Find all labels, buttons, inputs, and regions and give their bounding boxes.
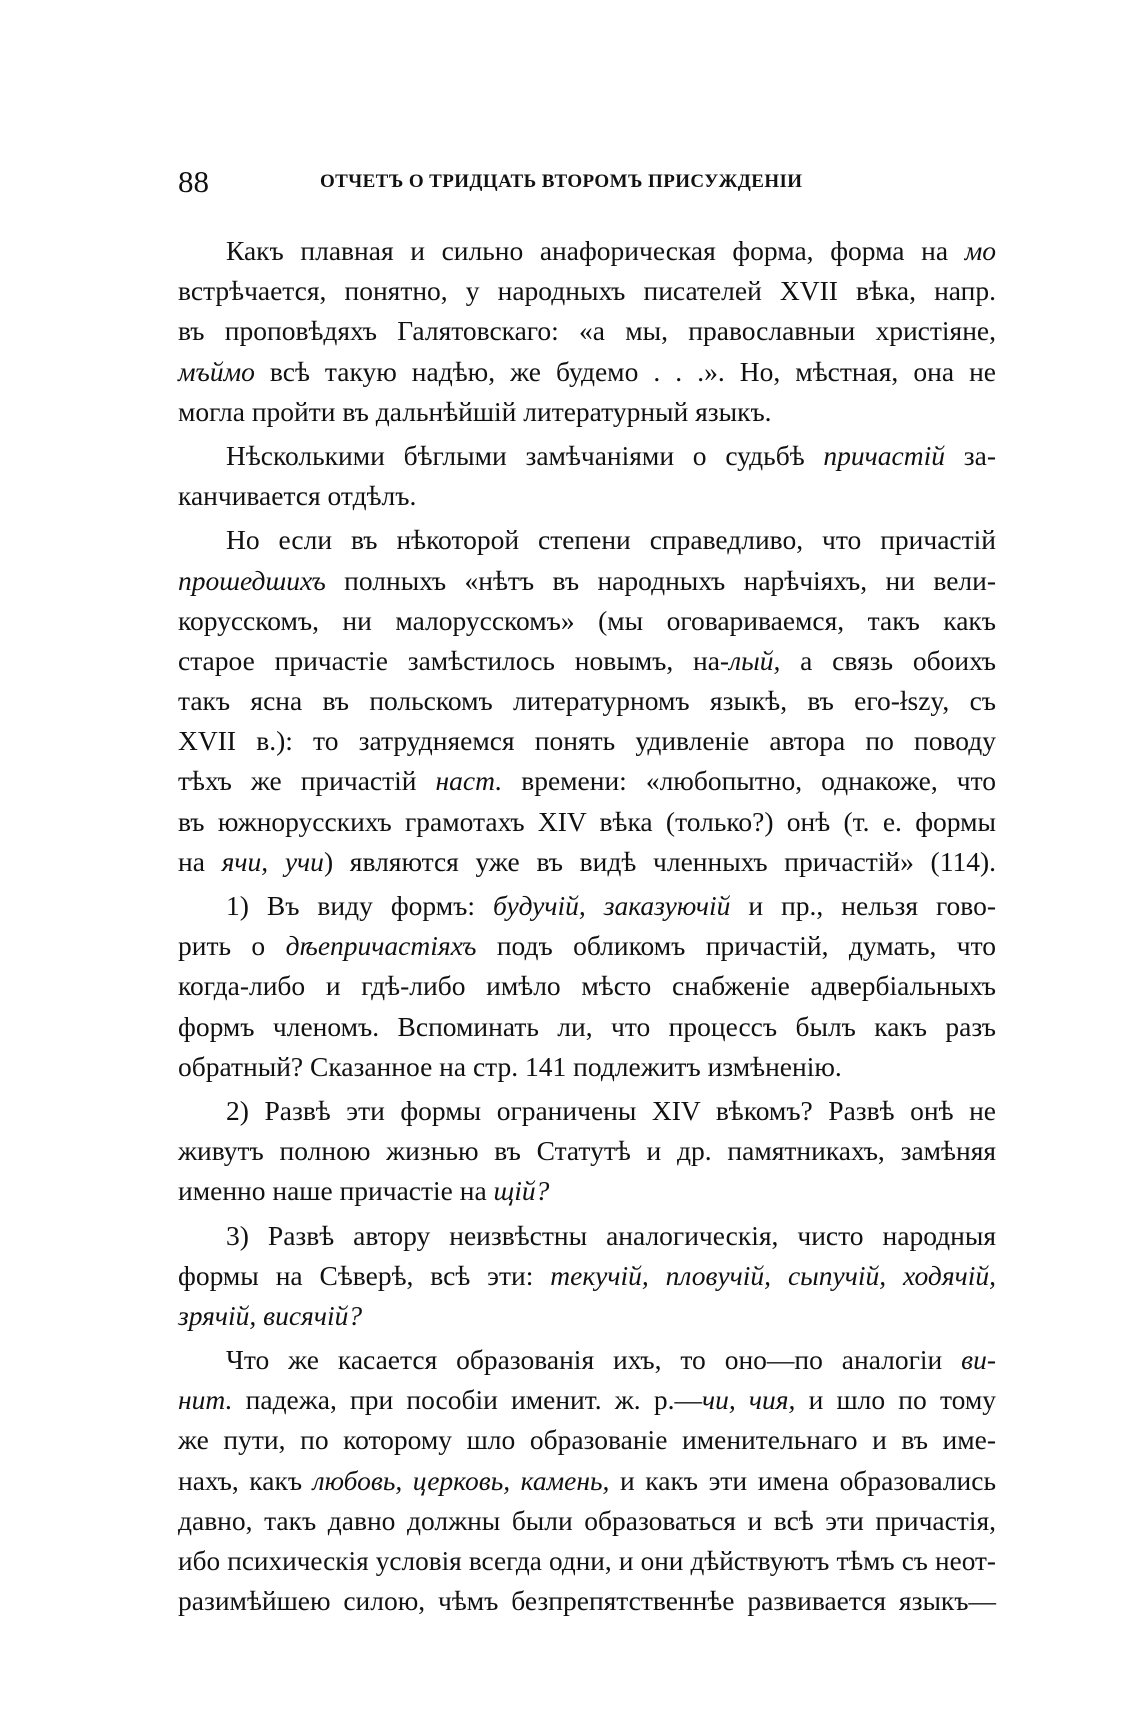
text-line: именно наше причастіе на щій? (178, 1175, 550, 1207)
text-line: нахъ, какъ любовь, церковь, камень, и какъ эти имена образовались (178, 1464, 996, 1496)
text-line: встрѣчается, понятно, у народныхъ писателей XVII вѣка, напр. (178, 275, 996, 307)
text-line: обратный? Сказанное на стр. 141 подлежитъ измѣненію. (178, 1050, 842, 1082)
text-line: рить о дѣепричастіяхъ подъ обликомъ причастій, думать, что (178, 930, 996, 962)
text-line: когда-либо и гдѣ-либо имѣло мѣсто снабженіе адвербіальныхъ (178, 970, 996, 1002)
text-line: живутъ полною жизнью въ Статутѣ и др. памятникахъ, замѣняя (178, 1135, 996, 1167)
text-line: XVII в.): то затрудняемся понять удивленіе автора по поводу (178, 725, 996, 757)
text-line: Что же касается образованія ихъ, то оно—по аналогіи ви- (226, 1344, 996, 1376)
paragraph (178, 1216, 996, 1337)
text-line: канчивается отдѣлъ. (178, 480, 417, 512)
running-head (178, 162, 996, 202)
page-number: 88 (178, 164, 209, 199)
text-line: 3) Развѣ автору неизвѣстны аналогическія, чисто народныя (226, 1219, 996, 1251)
text-line: формъ членомъ. Вспоминать ли, что процессъ былъ какъ разъ (178, 1010, 996, 1042)
text-line: ибо психическія условія всегда одни, и они дѣйствуютъ тѣмъ съ неот- (178, 1546, 996, 1576)
text-line: 1) Въ виду формъ: будучій, заказуючій и пр., нельзя гово- (226, 890, 996, 921)
text-line: формы на Сѣверѣ, всѣ эти: текучій, пловучій, сыпучій, ходячій, (178, 1259, 997, 1291)
text-line: въ проповѣдяхъ Галятовскаго: «а мы, православныи христіяне, (178, 315, 996, 347)
text-line: мъймо всѣ такую надѣю, же будемо . . .». Но, мѣстная, она не (178, 355, 996, 387)
text-line: могла пройти въ дальнѣйшій литературный языкъ. (178, 395, 772, 427)
text-line: на ячи, учи) являются уже въ видѣ членныхъ причастій» (114). (178, 845, 996, 877)
paragraph (178, 1340, 996, 1621)
paragraph (178, 231, 996, 432)
text-line: прошедшихъ полныхъ «нѣтъ въ народныхъ нарѣчіяхъ, ни вели- (178, 564, 996, 596)
body-text (178, 231, 996, 1621)
text-line: тѣхъ же причастій наст. времени: «любопытно, однакоже, что (178, 765, 996, 797)
paragraph (178, 520, 996, 882)
text-line: такъ ясна въ польскомъ литературномъ языкѣ, въ его-łszy, съ (178, 685, 996, 717)
text-line: старое причастіе замѣстилось новымъ, на-лый, а связь обоихъ (178, 644, 996, 676)
text-line: Но если въ нѣкоторой степени справедливо, что причастій (226, 524, 996, 556)
text-line: Какъ плавная и сильно анафорическая форма, форма на мо (226, 235, 996, 266)
paragraph (178, 436, 996, 516)
text-line: зрячій, висячій? (178, 1299, 363, 1331)
text-line: же пути, по которому шло образованіе именительнаго и въ име- (178, 1424, 996, 1456)
text-line: нит. падежа, при пособіи именит. ж. р.—чи, чия, и шло по тому (178, 1384, 996, 1416)
text-line: въ южнорусскихъ грамотахъ XIV вѣка (только?) онѣ (т. е. формы (178, 805, 996, 837)
running-title: ОТЧЕТЪ О ТРИДЦАТЬ ВТОРОМЪ ПРИСУЖДЕНІИ (320, 171, 803, 192)
text-line: разимѣйшею силою, чѣмъ безпрепятственнѣе развивается языкъ— (178, 1585, 996, 1617)
paragraph (178, 886, 996, 1087)
text-line: 2) Развѣ эти формы ограничены XIV вѣкомъ? Развѣ онѣ не (226, 1094, 996, 1126)
text-line: корусскомъ, ни малорусскомъ» (мы оговариваемся, такъ какъ (178, 604, 996, 636)
paragraph (178, 1091, 996, 1212)
text-line: Нѣсколькими бѣглыми замѣчаніями о судьбѣ причастій за- (226, 439, 996, 471)
text-line: давно, такъ давно должны были образоваться и всѣ эти причастія, (178, 1504, 996, 1536)
